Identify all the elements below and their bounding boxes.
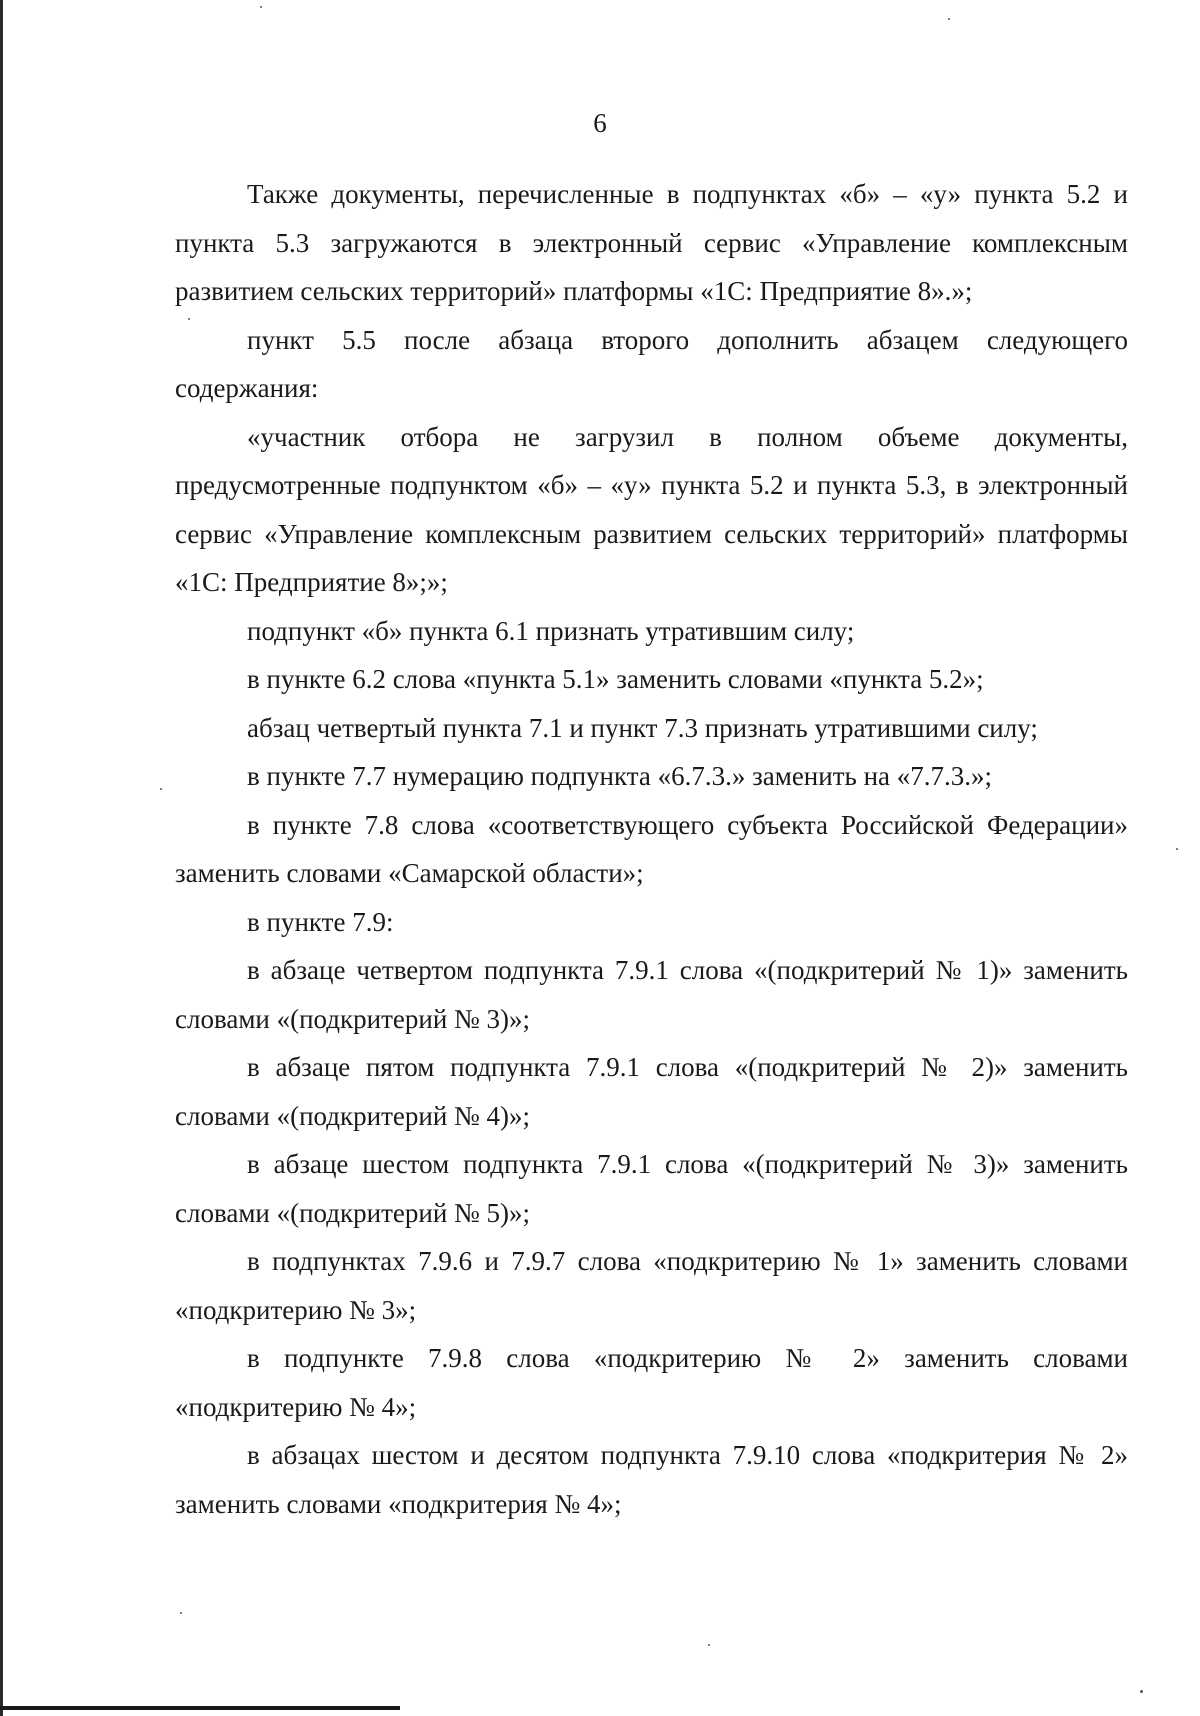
scan-bottom-mark <box>0 1706 400 1710</box>
scan-speck <box>160 788 162 790</box>
paragraph: в подпунктах 7.9.6 и 7.9.7 слова «подкритерию № 1» заменить словами «подкритерию № 3»; <box>175 1246 1128 1325</box>
paragraph: в пункте 6.2 слова «пункта 5.1» заменить словами «пункта 5.2»; <box>247 664 984 694</box>
page-number: 6 <box>593 108 607 138</box>
paragraph: в абзаце шестом подпункта 7.9.1 слова «(подкритерий № 3)» заменить словами «(подкритерий № 5)»; <box>175 1149 1128 1228</box>
paragraph: в пункте 7.8 слова «соответствующего субъекта Российской Федерации» заменить словами «Самарской области»; <box>175 809 1128 888</box>
paragraph: Также документы, перечисленные в подпунктах «б» – «у» пункта 5.2 и пункта 5.3 загружаются в электронный сервис «Управление комплексным развитием сельских территорий» платформы «1С: Предприятие 8».»; <box>175 179 1128 306</box>
paragraph: в подпункте 7.9.8 слова «подкритерию № 2» заменить словами «подкритерию № 4»; <box>175 1343 1128 1422</box>
paragraph: абзац четвертый пункта 7.1 и пункт 7.3 признать утратившими силу; <box>247 712 1038 743</box>
paragraph: в абзаце четвертом подпункта 7.9.1 слова «(подкритерий № 1)» заменить словами «(подкритерий № 3)»; <box>175 955 1128 1034</box>
paragraph: в абзацах шестом и десятом подпункта 7.9.10 слова «подкритерия № 2» заменить словами «подкритерия № 4»; <box>175 1440 1128 1519</box>
paragraph: «участник отбора не загрузил в полном объеме документы, предусмотренные подпунктом «б» – «у» пункта 5.2 и пункта 5.3, в электронный сервис «Управление комплексным развитием сельских территорий» платформы «1С: Предприятие 8»;»; <box>175 421 1128 597</box>
scan-speck <box>708 1644 710 1646</box>
scan-speck <box>180 1612 182 1614</box>
paragraph: пункт 5.5 после абзаца второго дополнить абзацем следующего содержания: <box>175 324 1128 403</box>
scan-left-edge <box>0 0 3 1716</box>
paragraph: в пункте 7.9: <box>247 906 394 937</box>
scan-speck <box>948 18 950 20</box>
scan-speck <box>1140 1690 1143 1693</box>
document-body <box>175 170 1128 1528</box>
scan-speck <box>260 6 262 8</box>
paragraph: в абзаце пятом подпункта 7.9.1 слова «(подкритерий № 2)» заменить словами «(подкритерий № 4)»; <box>175 1052 1128 1131</box>
paragraph: в пункте 7.7 нумерацию подпункта «6.7.3.» заменить на «7.7.3.»; <box>247 761 993 791</box>
scan-speck <box>1176 848 1178 850</box>
paragraph: подпункт «б» пункта 6.1 признать утратившим силу; <box>247 615 855 646</box>
